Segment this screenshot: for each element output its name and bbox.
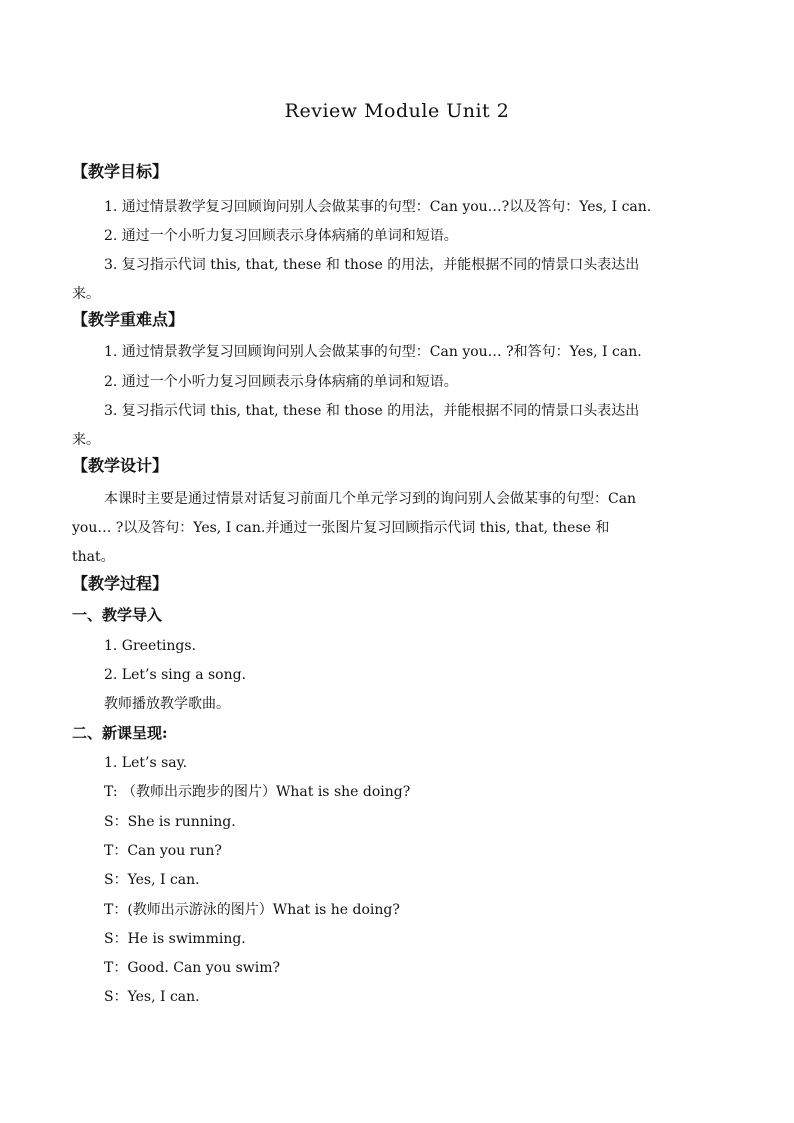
process-part-2-item: S：He is swimming. [104, 931, 246, 947]
objective-item-3-cont: 来。 [72, 286, 100, 302]
section-heading-design: 【教学设计】 [72, 456, 169, 475]
process-part-2-item: S：She is running. [104, 814, 236, 830]
document-title: Review Module Unit 2 [284, 100, 510, 122]
process-part-1-item: 1. Greetings. [104, 638, 196, 654]
objective-item-1: 1. 通过情景教学复习回顾询问别人会做某事的句型：Can you…?以及答句：Yes, I can. [104, 199, 652, 215]
process-part-2-item: T：Can you run? [104, 843, 222, 859]
section-heading-key-points: 【教学重难点】 [72, 310, 185, 329]
key-point-item-2: 2. 通过一个小听力复习回顾表示身体病痛的单词和短语。 [104, 374, 458, 390]
key-point-item-3-cont: 来。 [72, 432, 100, 448]
design-paragraph-line-2: you… ?以及答句：Yes, I can.并通过一张图片复习回顾指示代词 this, that, these 和 [72, 520, 610, 536]
process-part-2-heading: 二、新课呈现: [72, 724, 168, 742]
key-point-item-1: 1. 通过情景教学复习回顾询问别人会做某事的句型：Can you… ?和答句：Yes, I can. [104, 344, 642, 360]
process-part-2-item: 1. Let’s say. [104, 755, 188, 771]
process-part-1-item: 2. Let’s sing a song. [104, 667, 247, 683]
design-paragraph-line-3: that。 [72, 549, 115, 565]
process-part-2-item: T：(教师出示游泳的图片）What is he doing? [104, 902, 400, 918]
objective-item-3: 3. 复习指示代词 this, that, these 和 those 的用法，并能根据不同的情景口头表达出 [104, 257, 640, 273]
process-part-1-item: 教师播放教学歌曲。 [104, 696, 230, 712]
process-part-2-item: T：Good. Can you swim? [104, 960, 280, 976]
design-paragraph-line-1: 本课时主要是通过情景对话复习前面几个单元学习到的询问别人会做某事的句型：Can [104, 491, 637, 507]
process-part-2-item: S：Yes, I can. [104, 872, 200, 888]
key-point-item-3: 3. 复习指示代词 this, that, these 和 those 的用法，并能根据不同的情景口头表达出 [104, 403, 640, 419]
process-part-1-heading: 一、教学导入 [72, 606, 163, 624]
process-part-2-item: T: （教师出示跑步的图片）What is she doing? [104, 784, 411, 800]
process-part-2-item: S：Yes, I can. [104, 989, 200, 1005]
section-heading-objectives: 【教学目标】 [72, 162, 169, 181]
section-heading-process: 【教学过程】 [72, 574, 169, 593]
objective-item-2: 2. 通过一个小听力复习回顾表示身体病痛的单词和短语。 [104, 228, 458, 244]
